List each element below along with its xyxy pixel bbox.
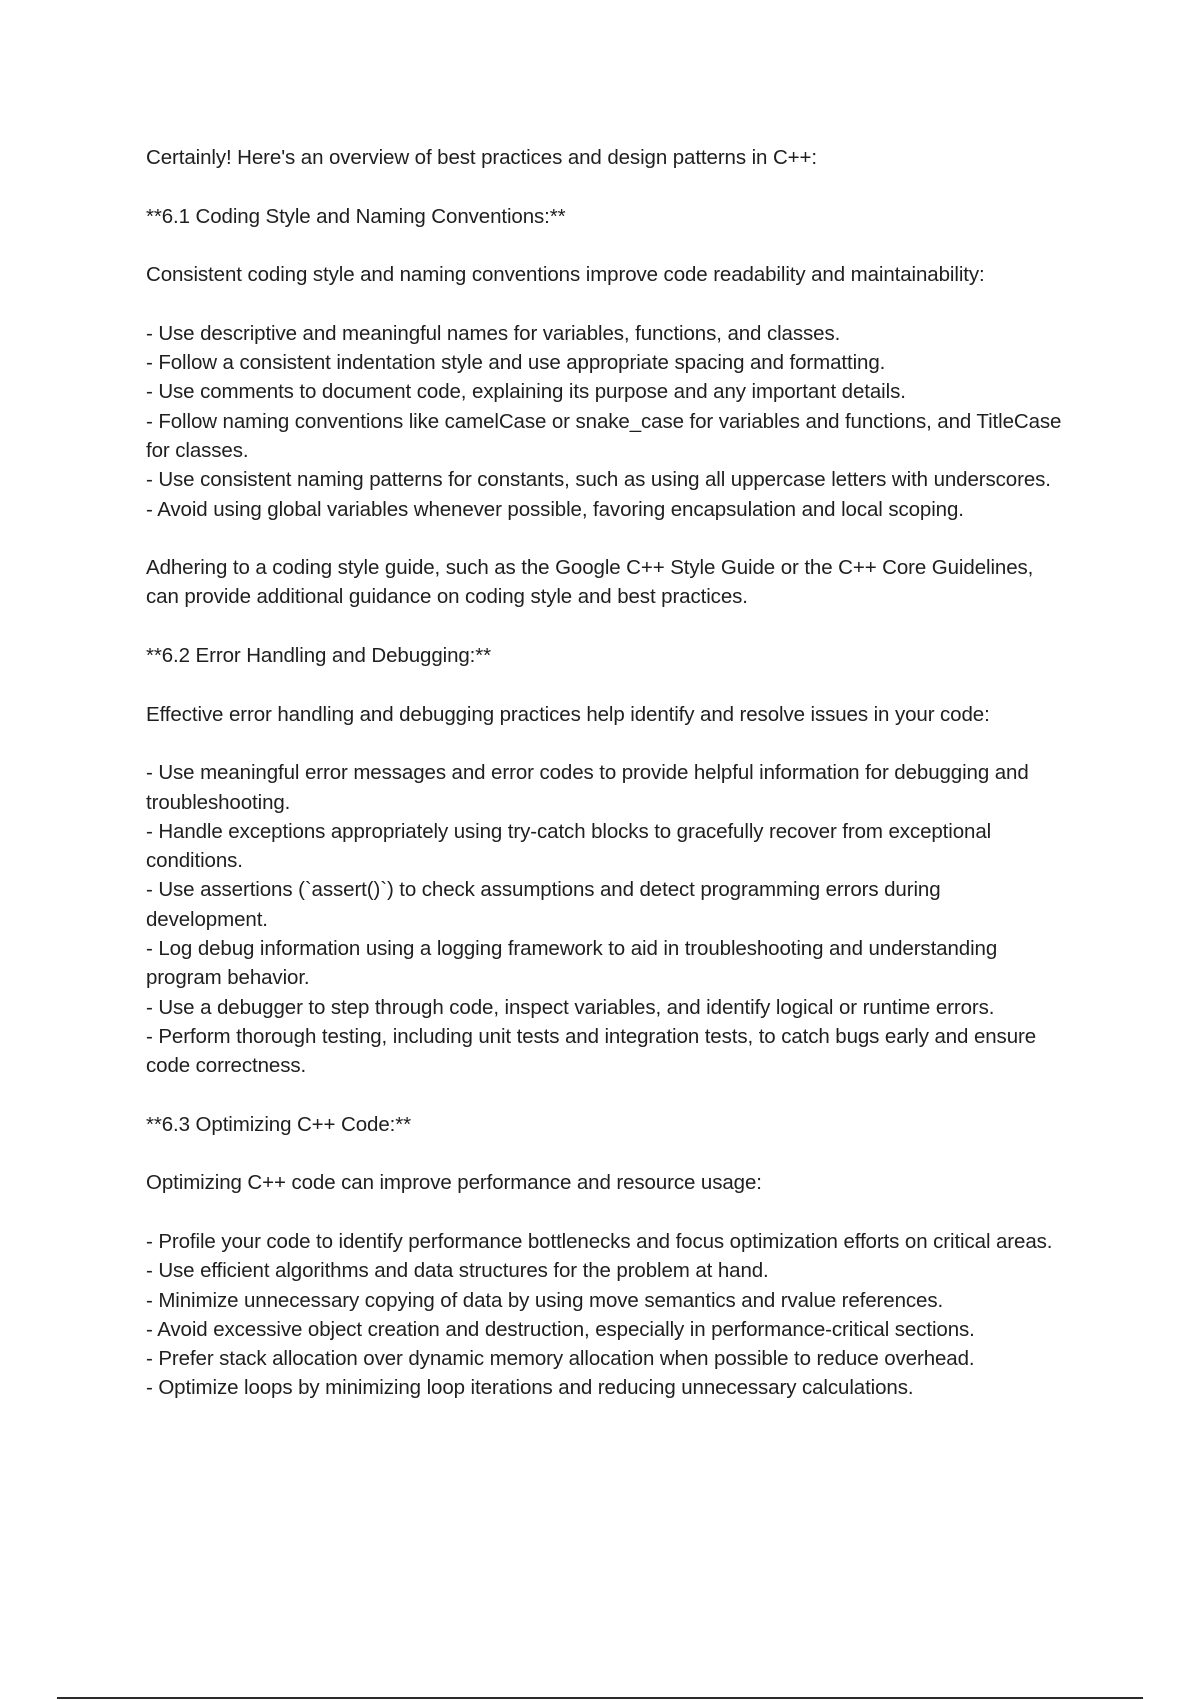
spacer (146, 524, 1066, 553)
section-intro: Consistent coding style and naming conventions improve code readability and maintainability: (146, 263, 985, 287)
list-item: - Profile your code to identify performance bottlenecks and focus optimization efforts on critical areas. (146, 1229, 1053, 1253)
list-item: - Use consistent naming patterns for constants, such as using all uppercase letters with underscores. (146, 468, 1051, 492)
spacer (146, 1198, 1066, 1227)
list-item: - Minimize unnecessary copying of data by using move semantics and rvalue references. (146, 1288, 944, 1312)
bottom-rule (57, 1697, 1143, 1699)
list-item: - Use comments to document code, explaining its purpose and any important details. (146, 380, 906, 404)
spacer (146, 172, 1066, 201)
list-item: - Avoid using global variables whenever possible, favoring encapsulation and local scoping. (146, 497, 964, 521)
list-item: - Handle exceptions appropriately using try-catch blocks to gracefully recover from exceptional conditions. (146, 819, 992, 873)
list-item: - Perform thorough testing, including unit tests and integration tests, to catch bugs early and ensure code correctness. (146, 1024, 1037, 1078)
spacer (146, 289, 1066, 318)
section-intro: Effective error handling and debugging practices help identify and resolve issues in your code: (146, 702, 990, 726)
spacer (146, 231, 1066, 260)
intro-text: Certainly! Here's an overview of best practices and design patterns in C++: (146, 146, 817, 169)
section-closing: Adhering to a coding style guide, such as the Google C++ Style Guide or the C++ Core Guidelines, can provide additional guidance on coding style and best practices. (146, 556, 1034, 609)
list-item: - Follow naming conventions like camelCase or snake_case for variables and functions, and TitleCase for classes. (146, 409, 1062, 462)
section-intro: Optimizing C++ code can improve performance and resource usage: (146, 1171, 762, 1195)
list-item: - Prefer stack allocation over dynamic memory allocation when possible to reduce overhead. (146, 1347, 975, 1371)
section-heading: **6.1 Coding Style and Naming Conventions:** (146, 204, 566, 228)
spacer (146, 729, 1066, 758)
list-item: - Use meaningful error messages and error codes to provide helpful information for debugging and troubleshooting. (146, 761, 1029, 814)
list-item: - Optimize loops by minimizing loop iterations and reducing unnecessary calculations. (146, 1376, 914, 1400)
list-item: - Follow a consistent indentation style and use appropriate spacing and formatting. (146, 351, 886, 375)
list-item: - Avoid excessive object creation and destruction, especially in performance-critical sections. (146, 1317, 975, 1341)
spacer (146, 612, 1066, 641)
spacer (146, 1139, 1066, 1168)
spacer (146, 1081, 1066, 1110)
section-heading: **6.3 Optimizing C++ Code:** (146, 1112, 411, 1136)
list-item: - Use efficient algorithms and data structures for the problem at hand. (146, 1259, 769, 1283)
list-item: - Use assertions (`assert()`) to check assumptions and detect programming errors during development. (146, 878, 941, 931)
spacer (146, 670, 1066, 699)
list-item: - Log debug information using a logging framework to aid in troubleshooting and understanding program behavior. (146, 937, 998, 990)
list-item: - Use descriptive and meaningful names for variables, functions, and classes. (146, 321, 841, 345)
document-body (146, 143, 1066, 1403)
list-item: - Use a debugger to step through code, inspect variables, and identify logical or runtime errors. (146, 995, 995, 1019)
section-heading: **6.2 Error Handling and Debugging:** (146, 644, 492, 668)
